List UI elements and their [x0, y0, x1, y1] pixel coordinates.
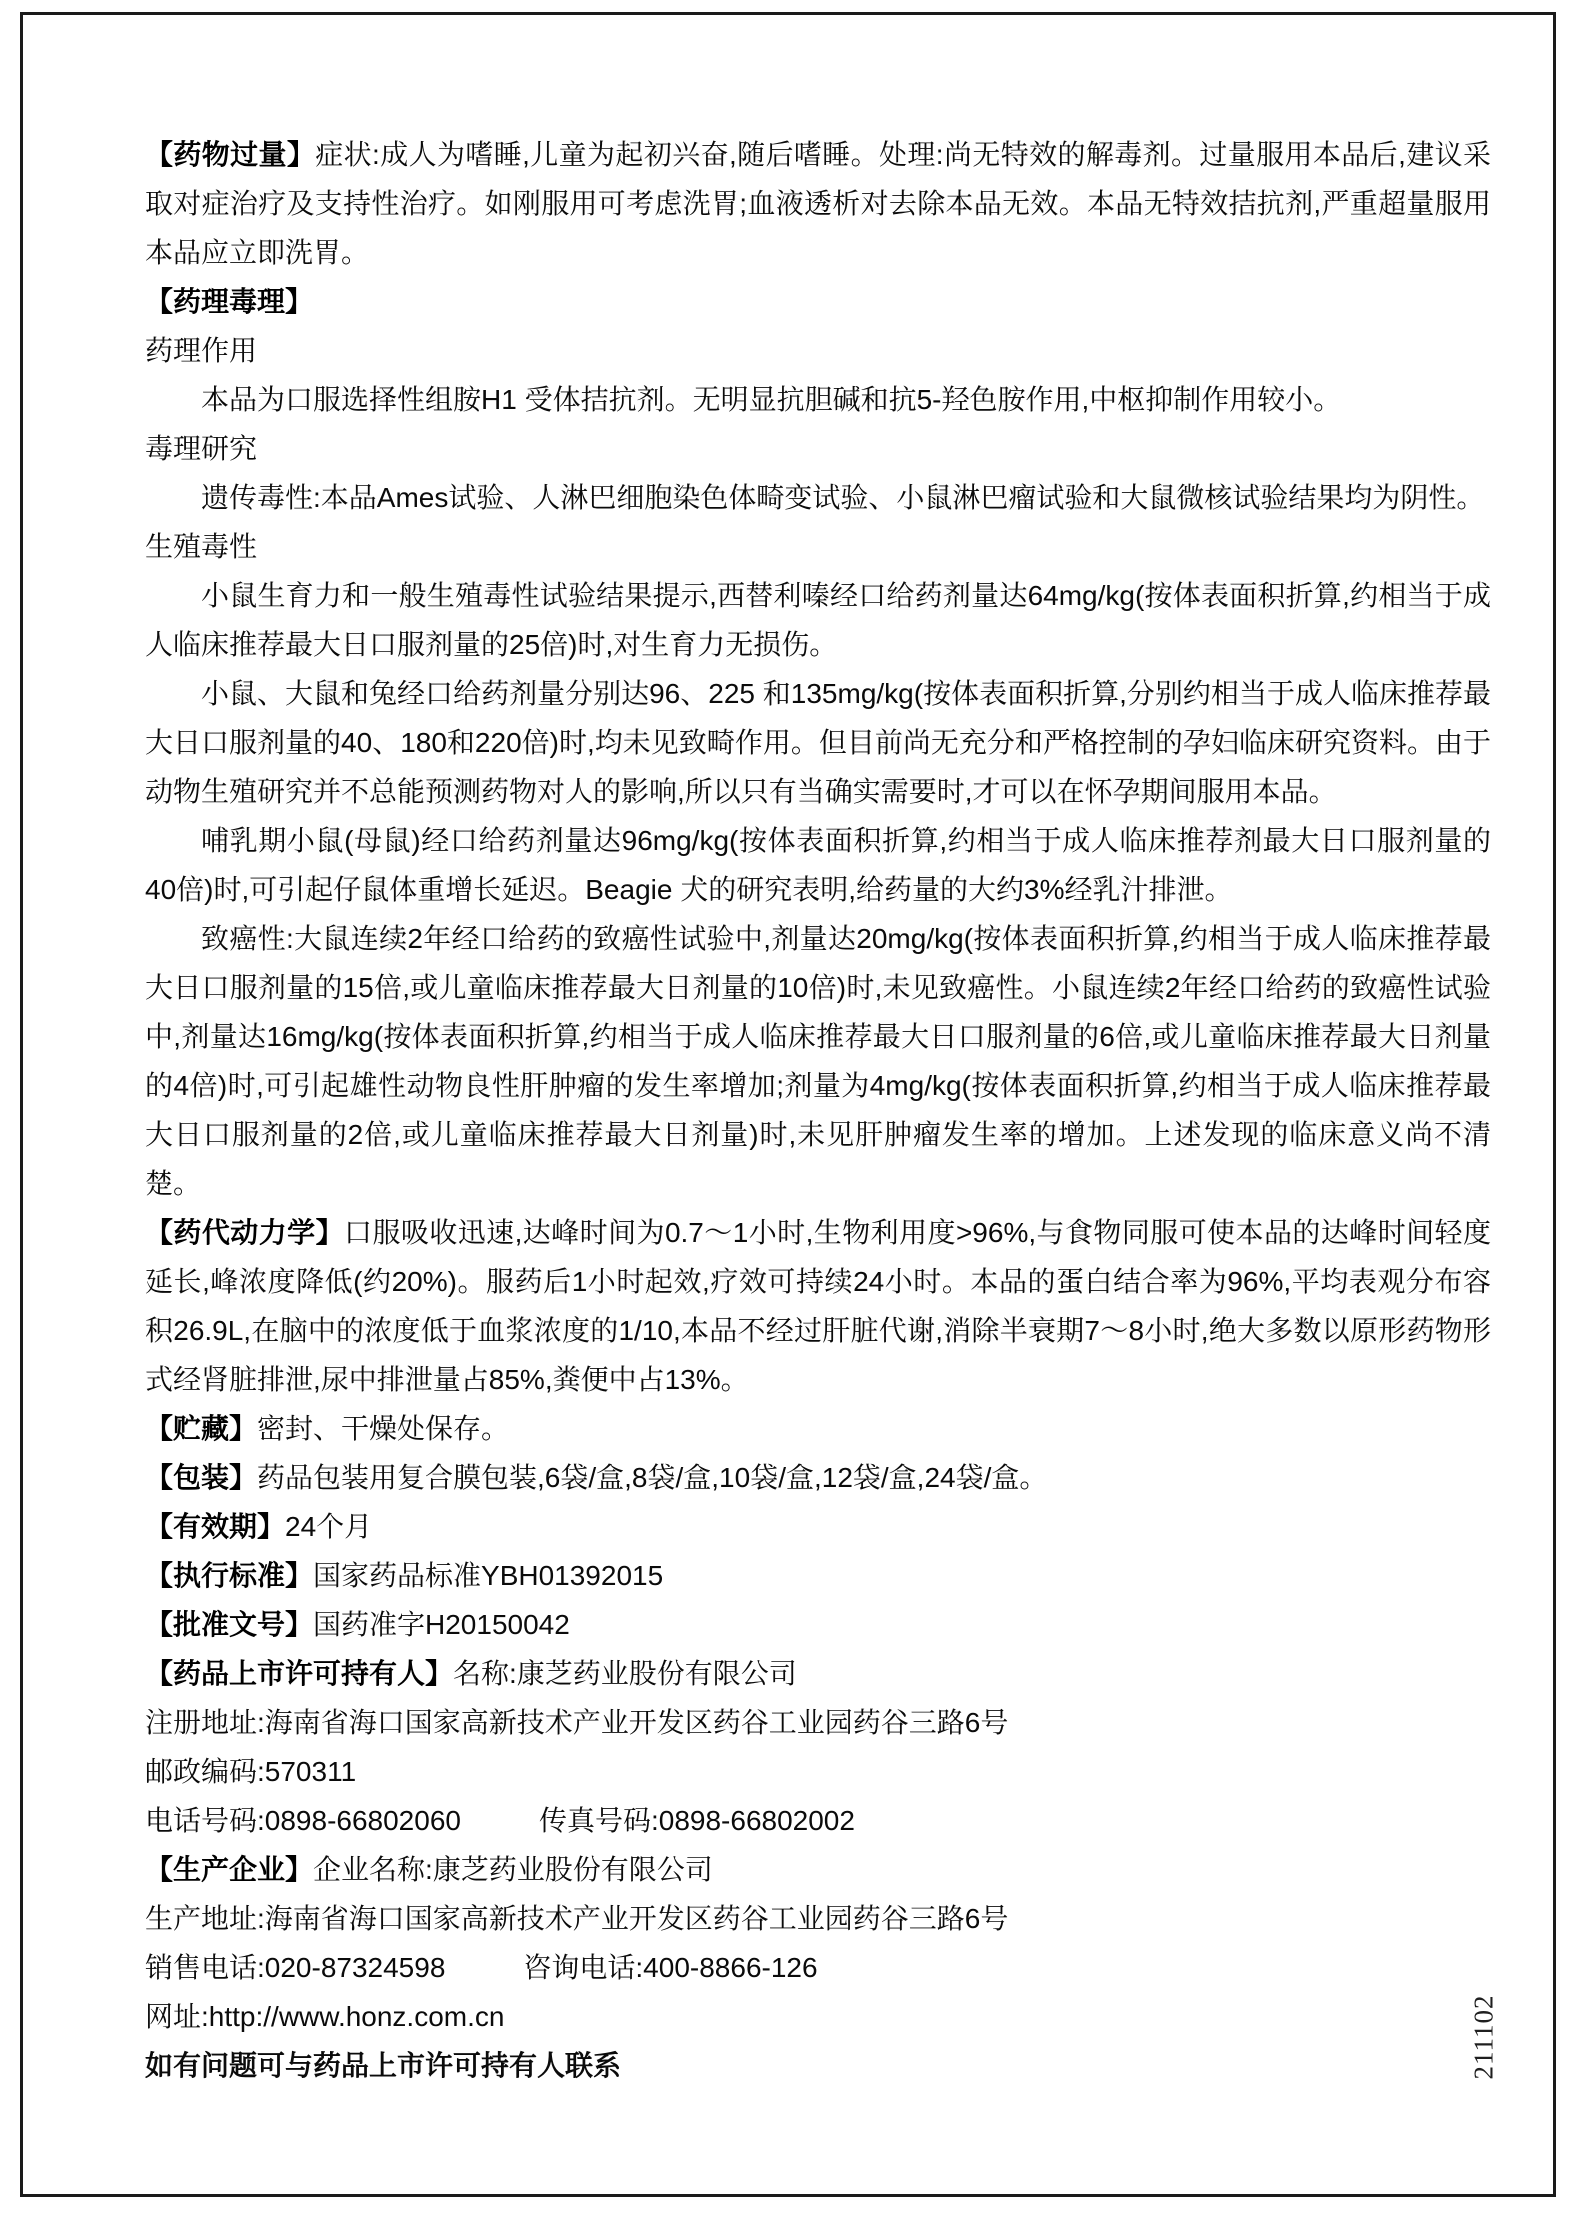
paragraph-20 — [145, 1796, 1491, 1845]
paragraph-21 — [145, 1845, 1491, 1894]
paragraph-text: 24个月 — [285, 1511, 373, 1542]
paragraph-16 — [145, 1600, 1491, 1649]
paragraph-text: 小鼠生育力和一般生殖毒性试验结果提示,西替利嗪经口给药剂量达64mg/kg(按体表面积折算,约相当于成人临床推荐最大日口服剂量的25倍)时,对生育力无损伤。 — [145, 580, 1491, 660]
section-label: 【药理毒理】 — [145, 286, 314, 317]
paragraph-text: 口服吸收迅速,达峰时间为0.7～1小时,生物利用度>96%,与食物同服可使本品的达峰时间轻度延长,峰浓度降低(约20%)。服药后1小时起效,疗效可持续24小时。本品的蛋白结合率为96%,平均表观分布容积26.9L,在脑中的浓度低于血浆浓度的1/10,本品不经过肝脏代谢,消除半衰期7～8小时,绝大多数以原形药物形式经肾脏排泄,尿中排泄量占85%,粪便中占13%。 — [145, 1217, 1491, 1395]
paragraph-text: 生产地址:海南省海口国家高新技术产业开发区药谷工业园药谷三路6号 — [145, 1903, 1009, 1934]
paragraph-text: 药品包装用复合膜包装,6袋/盒,8袋/盒,10袋/盒,12袋/盒,24袋/盒。 — [257, 1462, 1048, 1493]
section-label: 【贮藏】 — [145, 1413, 258, 1444]
paragraph-text: 如有问题可与药品上市许可持有人联系 — [145, 2050, 622, 2081]
paragraph-text: 邮政编码:570311 — [145, 1756, 357, 1787]
paragraph-text: 注册地址:海南省海口国家高新技术产业开发区药谷工业园药谷三路6号 — [145, 1707, 1009, 1738]
paragraph-14 — [145, 1502, 1491, 1551]
section-label: 【药物过量】 — [145, 139, 316, 170]
paragraph-24 — [145, 1992, 1491, 2041]
paragraph-7 — [145, 571, 1491, 669]
paragraph-12 — [145, 1404, 1491, 1453]
section-label: 【有效期】 — [145, 1511, 286, 1542]
paragraph-text: 本品为口服选择性组胺H1 受体拮抗剂。无明显抗胆碱和抗5-羟色胺作用,中枢抑制作用较小。 — [201, 384, 1342, 415]
paragraph-6 — [145, 522, 1491, 571]
paragraph-23 — [145, 1943, 1491, 1992]
section-label: 【药代动力学】 — [145, 1217, 345, 1248]
paragraph-25 — [145, 2041, 1491, 2090]
paragraph-2 — [145, 326, 1491, 375]
contact-item: 销售电话:020-87324598 — [145, 1952, 446, 1983]
contact-item: 传真号码:0898-66802002 — [538, 1805, 855, 1836]
paragraph-text: 国家药品标准YBH01392015 — [313, 1560, 664, 1591]
paragraph-13 — [145, 1453, 1491, 1502]
paragraph-22 — [145, 1894, 1491, 1943]
document-body — [145, 130, 1491, 2090]
section-label: 【包装】 — [145, 1462, 258, 1493]
contact-item: 电话号码:0898-66802060 — [145, 1805, 461, 1836]
paragraph-text: 国药准字H20150042 — [313, 1609, 570, 1640]
contact-item: 咨询电话:400-8866-126 — [523, 1952, 818, 1983]
paragraph-19 — [145, 1747, 1491, 1796]
paragraph-18 — [145, 1698, 1491, 1747]
paragraph-text: 遗传毒性:本品Ames试验、人淋巴细胞染色体畸变试验、小鼠淋巴瘤试验和大鼠微核试验结果均为阴性。 — [201, 482, 1485, 513]
section-label: 【执行标准】 — [145, 1560, 314, 1591]
paragraph-17 — [145, 1649, 1491, 1698]
section-label: 【生产企业】 — [145, 1854, 314, 1885]
section-label: 【药品上市许可持有人】 — [145, 1658, 454, 1689]
paragraph-1 — [145, 277, 1491, 326]
paragraph-8 — [145, 669, 1491, 816]
paragraph-text: 致癌性:大鼠连续2年经口给药的致癌性试验中,剂量达20mg/kg(按体表面积折算,约相当于成人临床推荐最大日口服剂量的15倍,或儿童临床推荐最大日剂量的10倍)时,未见致癌性。小鼠连续2年经口给药的致癌性试验中,剂量达16mg/kg(按体表面积折算,约相当于成人临床推荐最大日口服剂量的6倍,或儿童临床推荐最大日剂量的4倍)时,可引起雄性动物良性肝肿瘤的发生率增加;剂量为4mg/kg(按体表面积折算,约相当于成人临床推荐最大日口服剂量的2倍,或儿童临床推荐最大日剂量)时,未见肝肿瘤发生率的增加。上述发现的临床意义尚不清楚。 — [145, 923, 1491, 1199]
paragraph-0 — [145, 130, 1491, 277]
paragraph-3 — [145, 375, 1491, 424]
paragraph-text: 药理作用 — [145, 335, 258, 366]
paragraph-text: 症状:成人为嗜睡,儿童为起初兴奋,随后嗜睡。处理:尚无特效的解毒剂。过量服用本品后,建议采取对症治疗及支持性治疗。如刚服用可考虑洗胃;血液透析对去除本品无效。本品无特效拮抗剂,严重超量服用本品应立即洗胃。 — [145, 139, 1491, 268]
print-code-vertical: 211102 — [1468, 1994, 1499, 2080]
paragraph-text: 哺乳期小鼠(母鼠)经口给药剂量达96mg/kg(按体表面积折算,约相当于成人临床推荐剂最大日口服剂量的40倍)时,可引起仔鼠体重增长延迟。Beagie 犬的研究表明,给药量的大约3%经乳汁排泄。 — [145, 825, 1491, 905]
paragraph-4 — [145, 424, 1491, 473]
paragraph-text: 小鼠、大鼠和兔经口给药剂量分别达96、225 和135mg/kg(按体表面积折算,分别约相当于成人临床推荐最大日口服剂量的40、180和220倍)时,均未见致畸作用。但目前尚无充分和严格控制的孕妇临床研究资料。由于动物生殖研究并不总能预测药物对人的影响,所以只有当确实需要时,才可以在怀孕期间服用本品。 — [145, 678, 1491, 807]
paragraph-text: 网址:http://www.honz.com.cn — [145, 2001, 505, 2032]
paragraph-text: 毒理研究 — [145, 433, 258, 464]
paragraph-11 — [145, 1208, 1491, 1404]
paragraph-15 — [145, 1551, 1491, 1600]
paragraph-10 — [145, 914, 1491, 1208]
section-label: 【批准文号】 — [145, 1609, 314, 1640]
paragraph-text: 密封、干燥处保存。 — [257, 1413, 510, 1444]
paragraph-text: 企业名称:康芝药业股份有限公司 — [313, 1854, 713, 1885]
paragraph-text: 生殖毒性 — [145, 531, 258, 562]
paragraph-text: 名称:康芝药业股份有限公司 — [453, 1658, 797, 1689]
paragraph-9 — [145, 816, 1491, 914]
paragraph-5 — [145, 473, 1491, 522]
